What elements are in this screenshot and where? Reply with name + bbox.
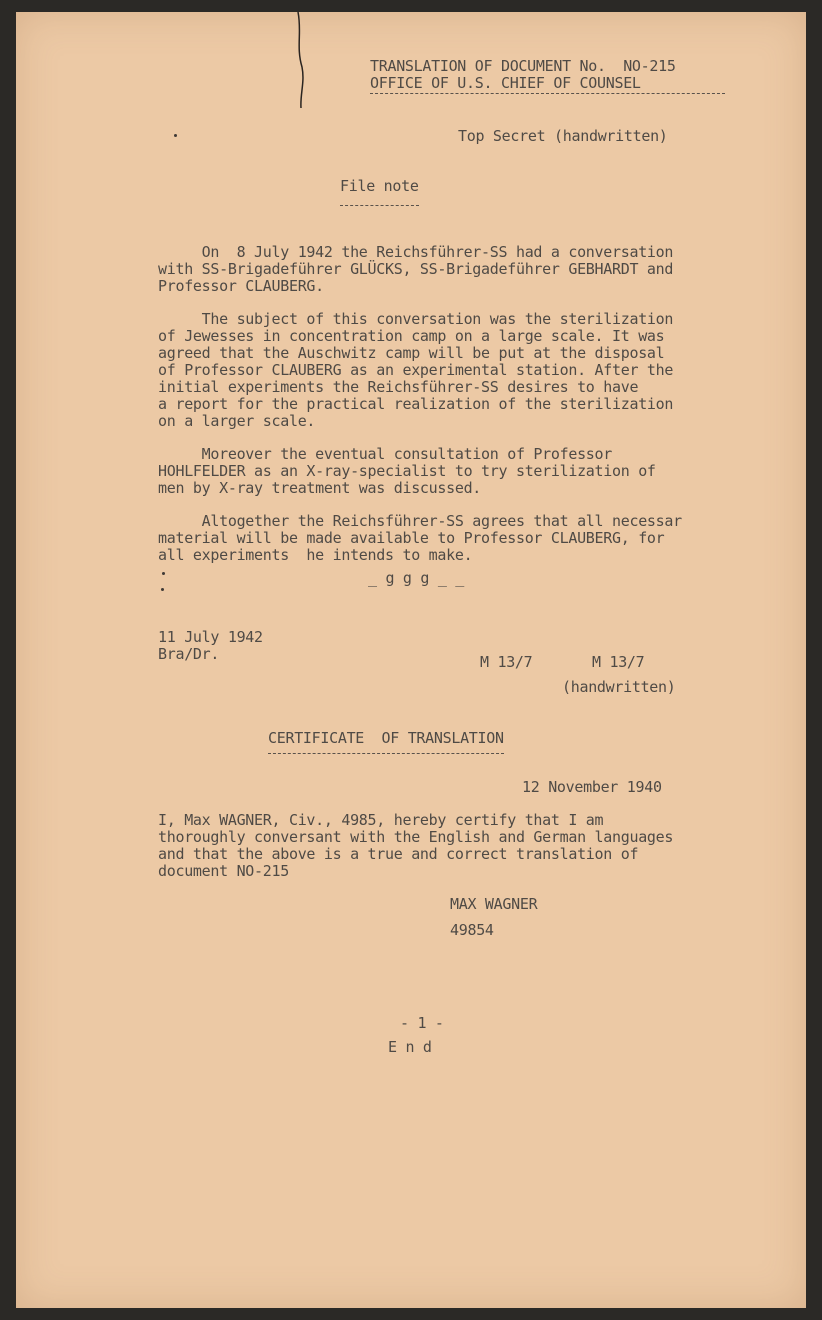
text-line: On 8 July 1942 the Reichsführer-SS had a conversation <box>158 243 674 261</box>
text-line: and that the above is a true and correct translation of <box>158 845 639 863</box>
text-line: a report for the practical realization of the sterilization <box>158 395 674 413</box>
date-line: 11 July 1942 <box>158 628 263 646</box>
text-line: men by X-ray treatment was discussed. <box>158 479 482 497</box>
page-number: - 1 - <box>400 1014 444 1032</box>
translator-number: 49854 <box>450 921 494 939</box>
margin-mark <box>174 134 177 137</box>
text-line: Altogether the Reichsführer-SS agrees that all necessar <box>158 512 682 530</box>
text-line: initial experiments the Reichsführer-SS desires to have <box>158 378 639 396</box>
header-line-2: OFFICE OF U.S. CHIEF OF COUNSEL <box>370 75 725 94</box>
text-line: material will be made available to Professor CLAUBERG, for <box>158 529 665 547</box>
text-line: The subject of this conversation was the sterilization <box>158 310 674 328</box>
text-line: with SS-Brigadeführer GLÜCKS, SS-Brigadeführer GEBHARDT and <box>158 260 674 278</box>
text-line: of Jewesses in concentration camp on a large scale. It was <box>158 327 665 345</box>
classification-note: Top Secret (handwritten) <box>458 127 668 145</box>
text-line: document NO-215 <box>158 862 289 880</box>
margin-mark <box>161 588 164 591</box>
translator-name: MAX WAGNER <box>450 895 538 913</box>
typed-initials: M 13/7 <box>480 653 533 671</box>
text-line: on a larger scale. <box>158 412 316 430</box>
section-separator: _ g g g _ _ <box>368 569 465 587</box>
handwritten-initials: M 13/7 <box>592 653 645 671</box>
text-line: of Professor CLAUBERG as an experimental station. After the <box>158 361 674 379</box>
text-line: thoroughly conversant with the English and German languages <box>158 828 674 846</box>
text-line: all experiments he intends to make. <box>158 546 473 564</box>
end-marker: E n d <box>388 1038 432 1056</box>
text-line: I, Max WAGNER, Civ., 4985, hereby certify that I am <box>158 811 604 829</box>
text-line: Moreover the eventual consultation of Professor <box>158 445 613 463</box>
margin-mark <box>162 572 165 575</box>
reference-initials: Bra/Dr. <box>158 645 220 663</box>
text-line: agreed that the Auschwitz camp will be put at the disposal <box>158 344 665 362</box>
certificate-date: 12 November 1940 <box>522 778 662 796</box>
paper-fold-crease <box>294 12 308 108</box>
text-line: Professor CLAUBERG. <box>158 277 324 295</box>
document-page <box>16 12 806 1308</box>
certificate-title: CERTIFICATE OF TRANSLATION <box>268 730 504 754</box>
page-title: File note <box>340 178 419 206</box>
text-line: HOHLFELDER as an X-ray-specialist to try sterilization of <box>158 462 656 480</box>
header-line-1: TRANSLATION OF DOCUMENT No. NO-215 <box>370 57 676 75</box>
handwritten-note: (handwritten) <box>562 678 676 696</box>
